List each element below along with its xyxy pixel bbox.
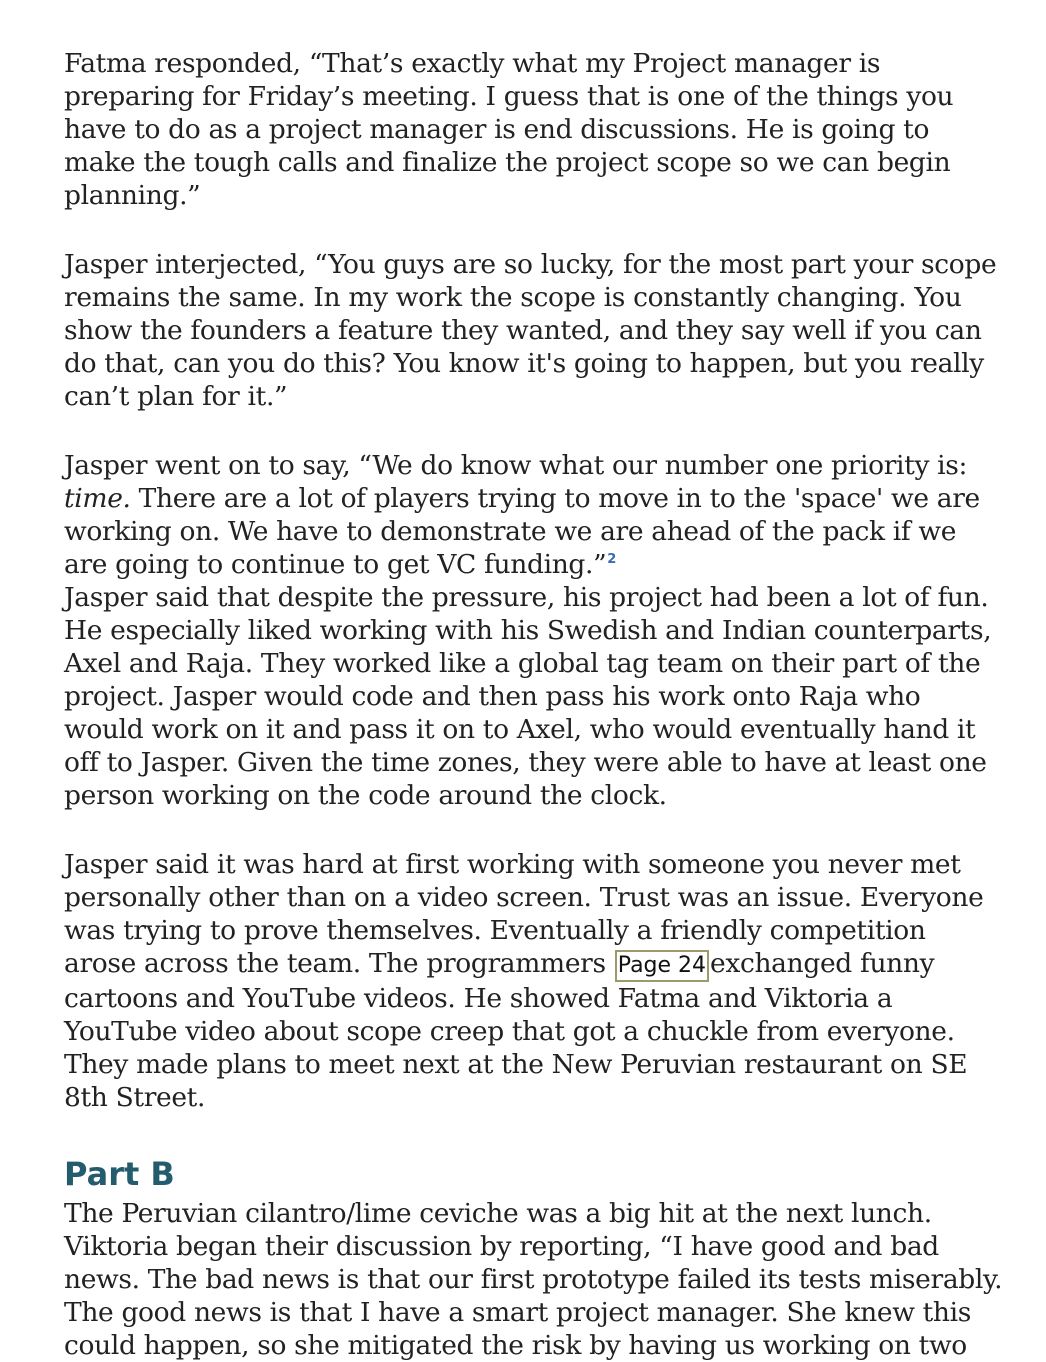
document-body (64, 47, 1004, 1362)
paragraph (64, 449, 1004, 581)
paragraph-text: There are a lot of players trying to move in to the 'space' we are working on. We have to demonstrate we are ahead of the pack if we are going to continue to get VC funding.” (64, 483, 980, 580)
paragraph-text: exchanged funny cartoons and YouTube videos. He showed Fatma and Viktoria a YouTube video about scope creep that got a chuckle from everyone. (64, 948, 955, 1047)
paragraph: Jasper said that despite the pressure, his project had been a lot of fun. He especially liked working with his Swedish and Indian counterparts, Axel and Raja. They worked like a global tag team on their part of the project. Jasper would code and then pass his work onto Raja who would work on it and pass it on to Axel, who would eventually hand it off to Jasper. Given the time zones, they were able to have at least one person working on the code around the clock. (64, 582, 992, 811)
footnote-link[interactable]: 2 (607, 552, 616, 568)
paragraph: Jasper interjected, “You guys are so lucky, for the most part your scope remains the same. In my work the scope is constantly changing. You show the founders a feature they wanted, and they say well if you can do that, can you do this? You know it's going to happen, but you really can’t plan for it.” (64, 249, 997, 412)
paragraph: They made plans to meet next at the New Peruvian restaurant on SE 8th Street. (64, 1049, 968, 1113)
paragraph-text: Jasper went on to say, “We do know what our number one priority is: (64, 450, 968, 481)
page-number-marker: Page 24 (615, 950, 709, 982)
paragraph: The Peruvian cilantro/lime ceviche was a big hit at the next lunch. Viktoria began their discussion by reporting, “I have good and bad news. The bad news is that our first prototype failed its tests miserably. The good news is that I have a smart project manager. She knew this could happen, so she mitigated the risk by having us working on two (64, 1198, 1003, 1361)
paragraph: Fatma responded, “That’s exactly what my Project manager is preparing for Friday’s meeting. I guess that is one of the things you have to do as a project manager is end discussions. He is going to make the tough calls and finalize the project scope so we can begin planning.” (64, 48, 954, 211)
paragraph (64, 848, 1004, 1048)
section-heading: Part B (64, 1155, 175, 1193)
paragraph-text: Jasper said it was hard at first working with someone you never met personally other than on a video screen. Trust was an issue. Everyone was trying to prove themselves. Eventually a friendly competition arose across the team. The programmers (64, 849, 984, 979)
emphasized-text: time. (64, 483, 131, 514)
